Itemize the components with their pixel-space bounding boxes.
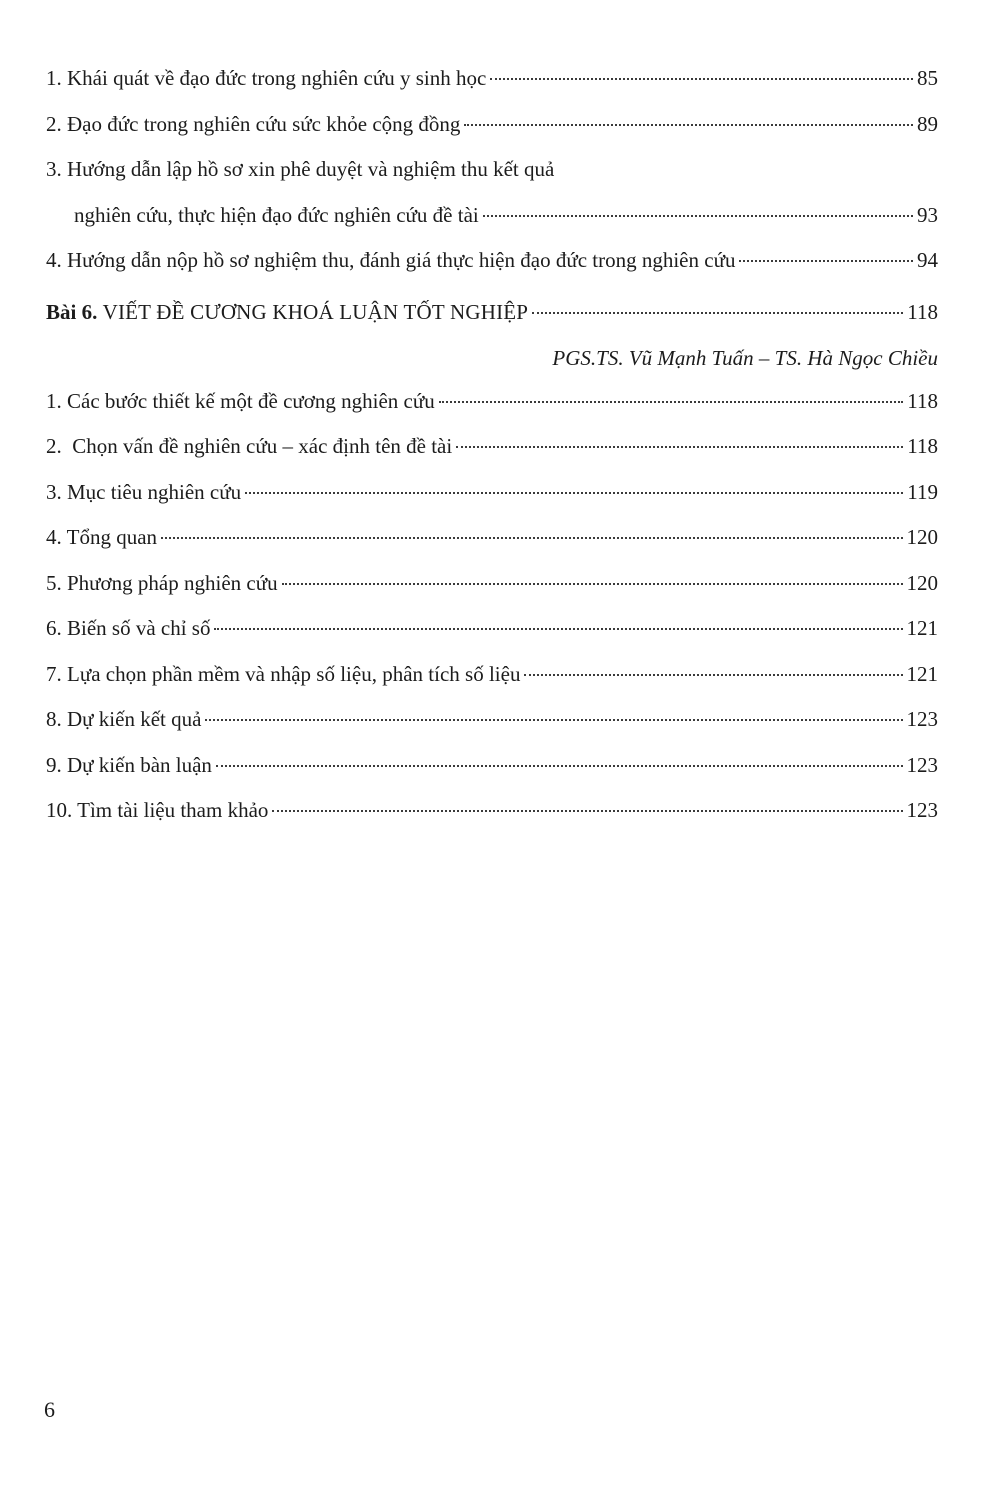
dot-leader (524, 674, 902, 676)
toc-entry (46, 747, 938, 793)
toc-entry-label: 3. Hướng dẫn lập hồ sơ xin phê duyệt và nghiệm thu kết quả (46, 157, 555, 181)
toc-entry-label: 7. Lựa chọn phần mềm và nhập số liệu, phân tích số liệu (46, 661, 521, 686)
dot-leader (456, 446, 903, 448)
lesson-heading-text: VIẾT ĐỀ CƯƠNG KHOÁ LUẬN TỐT NGHIỆP (102, 299, 529, 324)
toc-entry (46, 242, 938, 288)
toc-entry-page: 93 (917, 202, 938, 227)
toc-entry (46, 656, 938, 702)
toc-entry-page: 123 (906, 707, 938, 731)
lesson-prefix: Bài 6. (46, 299, 98, 324)
dot-leader (739, 260, 913, 262)
toc-entry-page: 121 (906, 661, 938, 686)
toc-entry-page: 118 (907, 388, 938, 413)
toc-lesson-heading (46, 288, 938, 340)
toc-entry-label: 1. Khái quát về đạo đức trong nghiên cứu y sinh học (46, 66, 487, 90)
dot-leader (161, 537, 902, 539)
toc-entry-page: 120 (906, 525, 938, 549)
table-of-contents (46, 60, 938, 838)
toc-entry-label: 2. Chọn vấn đề nghiên cứu – xác định tên đề tài (46, 434, 453, 458)
toc-entry-continuation (46, 197, 938, 243)
dot-leader (464, 124, 913, 126)
toc-entry-label: 4. Tổng quan (46, 525, 158, 549)
dot-leader (216, 765, 903, 767)
toc-entry-label: 4. Hướng dẫn nộp hồ sơ nghiệm thu, đánh giá thực hiện đạo đức trong nghiên cứu (46, 248, 736, 272)
toc-entry-page: 121 (906, 616, 938, 640)
toc-entry-label: 6. Biến số và chỉ số (46, 616, 211, 640)
dot-leader (214, 628, 902, 630)
toc-entry-label: 2. Đạo đức trong nghiên cứu sức khỏe cộng đồng (46, 111, 461, 136)
dot-leader (245, 492, 903, 494)
toc-entry-label: 1. Các bước thiết kế một đề cương nghiên cứu (46, 388, 435, 413)
toc-entry-label: 10. Tìm tài liệu tham khảo (46, 798, 269, 822)
dot-leader (490, 78, 913, 80)
dot-leader (532, 312, 903, 314)
toc-entry (46, 151, 938, 197)
toc-entry-page: 118 (907, 434, 938, 458)
toc-entry (46, 792, 938, 838)
toc-entry-label: nghiên cứu, thực hiện đạo đức nghiên cứu đề tài (74, 202, 479, 227)
lesson-authors (46, 340, 938, 383)
dot-leader (282, 583, 903, 585)
authors-text: PGS.TS. Vũ Mạnh Tuấn – TS. Hà Ngọc Chiều (552, 345, 938, 370)
dot-leader (483, 215, 913, 217)
toc-entry (46, 106, 938, 152)
dot-leader (439, 401, 904, 403)
toc-entry-page: 118 (907, 299, 938, 324)
dot-leader (205, 719, 902, 721)
lesson-title (46, 298, 528, 326)
toc-entry (46, 60, 938, 106)
toc-entry-page: 123 (906, 798, 938, 822)
dot-leader (272, 810, 902, 812)
toc-entry-page: 94 (917, 248, 938, 272)
toc-entry-page: 123 (906, 752, 938, 777)
toc-entry (46, 428, 938, 474)
toc-entry-label: 3. Mục tiêu nghiên cứu (46, 479, 242, 504)
toc-entry-label: 9. Dự kiến bàn luận (46, 752, 212, 777)
toc-entry (46, 701, 938, 747)
toc-entry-page: 119 (907, 479, 938, 504)
toc-entry-page: 89 (917, 111, 938, 136)
toc-entry-page: 120 (906, 570, 938, 595)
toc-entry (46, 383, 938, 429)
toc-entry (46, 474, 938, 520)
toc-entry-label: 8. Dự kiến kết quả (46, 707, 202, 731)
page-number: 6 (44, 1397, 55, 1422)
toc-entry-label: 5. Phương pháp nghiên cứu (46, 570, 278, 595)
toc-entry (46, 610, 938, 656)
toc-entry-page: 85 (917, 66, 938, 90)
toc-entry (46, 519, 938, 565)
toc-entry (46, 565, 938, 611)
